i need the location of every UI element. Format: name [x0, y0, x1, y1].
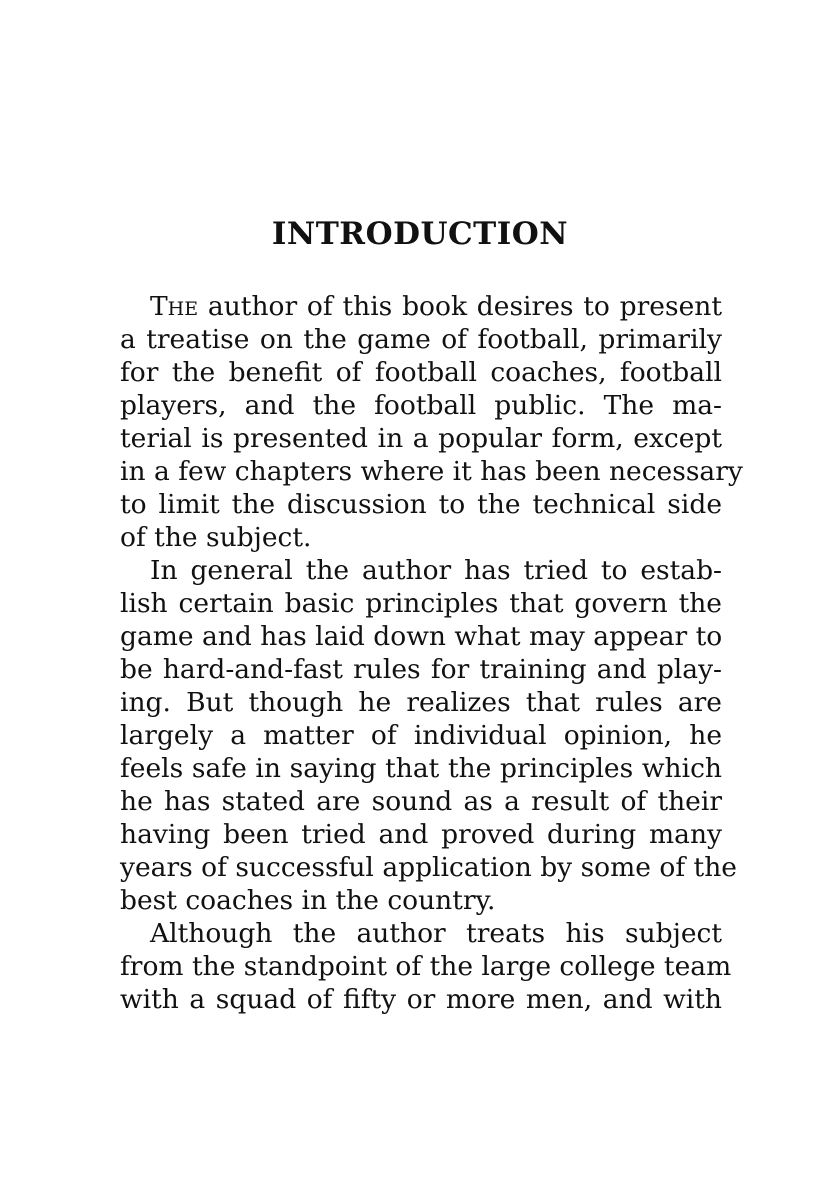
text-line: of the subject.	[120, 522, 312, 553]
text-line: a treatise on the game of football, primarily	[120, 324, 722, 355]
chapter-title: INTRODUCTION	[271, 216, 569, 252]
text-line: with a squad of fifty or more men, and with	[120, 984, 722, 1015]
text-line: from the standpoint of the large college team	[120, 951, 732, 982]
text-line: terial is presented in a popular form, except	[120, 423, 722, 454]
text-line: largely a matter of individual opinion, he	[120, 720, 722, 751]
text-line: players, and the football public. The ma-	[120, 390, 722, 421]
text-line: having been tried and proved during many	[120, 819, 722, 850]
text-line: ing. But though he realizes that rules are	[120, 687, 722, 718]
text-line: feels safe in saying that the principles which	[120, 753, 722, 784]
text-line: he has stated are sound as a result of their	[120, 786, 722, 817]
text-line: Although the author treats his subject	[150, 918, 722, 949]
lead-word: The	[150, 291, 199, 322]
text-line: The author of this book desires to present	[150, 291, 722, 322]
text-line: In general the author has tried to estab-	[150, 555, 722, 586]
text-line: be hard-and-fast rules for training and play-	[120, 654, 722, 685]
text-line: lish certain basic principles that govern the	[120, 588, 722, 619]
text-line: game and has laid down what may appear to	[120, 621, 723, 652]
text-line: for the benefit of football coaches, football	[120, 357, 722, 388]
text-line: in a few chapters where it has been necessary	[120, 456, 743, 487]
text-line: years of successful application by some of the	[120, 852, 737, 883]
text-line: to limit the discussion to the technical side	[120, 489, 722, 520]
text-line: best coaches in the country.	[120, 885, 496, 916]
